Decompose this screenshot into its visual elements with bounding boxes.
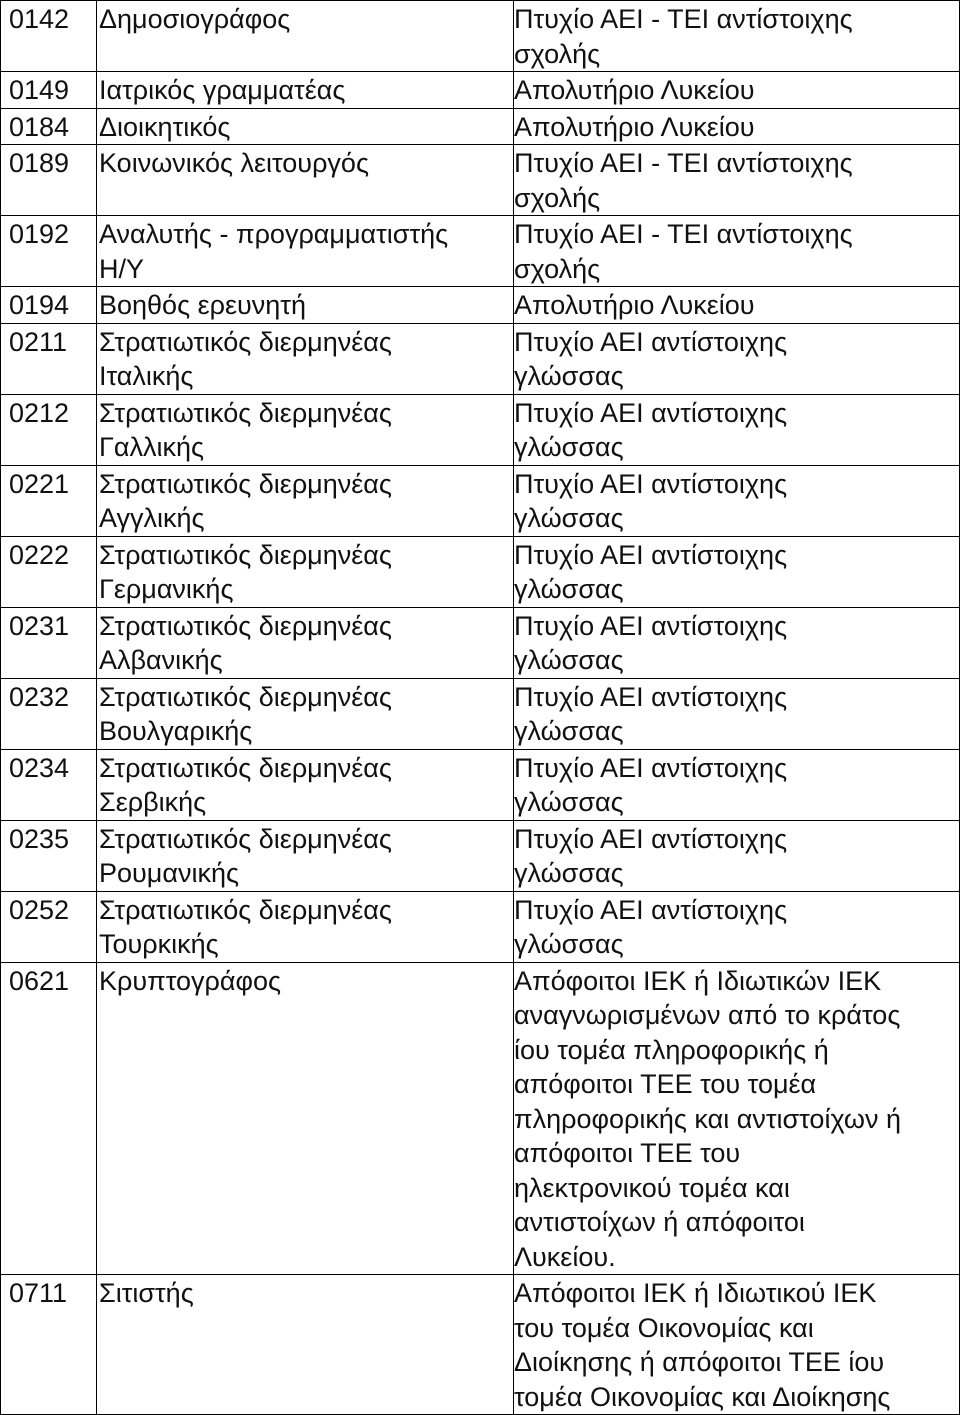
code-cell (1, 1275, 97, 1415)
table-row (1, 749, 960, 820)
table-row (1, 962, 960, 1275)
code-cell (1, 891, 97, 962)
specialty-code: 0149 (9, 75, 70, 105)
specialty-title: Κοινωνικός λειτουργός (99, 148, 369, 178)
title-cell (97, 891, 514, 962)
title-cell (97, 749, 514, 820)
specialty-code: 0252 (9, 894, 70, 925)
code-cell (1, 287, 97, 324)
code-cell (1, 607, 97, 678)
specialty-title: Στρατιωτικός διερμηνέας Ιταλικής (99, 326, 392, 391)
required-qualification: Πτυχίο ΑΕΙ αντίστοιχης γλώσσας (514, 326, 788, 391)
required-qualification: Απολυτήριο Λυκείου (514, 111, 755, 142)
specialty-title: Στρατιωτικός διερμηνέας Τουρκικής (99, 894, 392, 959)
code-cell (1, 465, 97, 536)
table-row (1, 1275, 960, 1415)
table-row (1, 287, 960, 324)
qualification-cell (514, 607, 960, 678)
specialty-code: 0211 (9, 326, 68, 357)
specialty-code: 0234 (9, 752, 70, 783)
required-qualification: Πτυχίο ΑΕΙ - ΤΕΙ αντίστοιχης σχολής (514, 219, 853, 284)
code-cell (1, 216, 97, 287)
qualification-cell (514, 216, 960, 287)
qualification-cell (514, 1275, 960, 1415)
title-cell (97, 394, 514, 465)
required-qualification: Πτυχίο ΑΕΙ - ΤΕΙ αντίστοιχης σχολής (514, 148, 853, 213)
table-row (1, 465, 960, 536)
code-cell (1, 749, 97, 820)
specialty-title: Σιτιστής (99, 1278, 194, 1308)
code-cell (1, 394, 97, 465)
required-qualification: Απόφοιτοι ΙΕΚ ή Ιδιωτικού ΙΕΚ του τομέα Οικονομίας και Διοίκησης ή απόφοιτοι ΤΕΕ ίου τομέα Οικονομίας και Διοίκησης (514, 1278, 891, 1412)
title-cell (97, 1275, 514, 1415)
table-row (1, 394, 960, 465)
specialty-code: 0194 (9, 290, 70, 320)
title-cell (97, 108, 514, 145)
table-row (1, 891, 960, 962)
title-cell (97, 216, 514, 287)
specialty-title: Βοηθός ερευνητή (99, 290, 306, 320)
qualification-cell (514, 749, 960, 820)
title-cell (97, 287, 514, 324)
code-cell (1, 820, 97, 891)
qualification-cell (514, 820, 960, 891)
code-cell (1, 145, 97, 216)
qualification-cell (514, 891, 960, 962)
table-row (1, 536, 960, 607)
required-qualification: Πτυχίο ΑΕΙ - ΤΕΙ αντίστοιχης σχολής (514, 4, 853, 69)
specialty-code: 0231 (9, 610, 70, 641)
specialty-title: Δημοσιογράφος (99, 4, 291, 34)
qualification-cell (514, 72, 960, 109)
specialty-title: Στρατιωτικός διερμηνέας Ρουμανικής (99, 823, 392, 888)
code-cell (1, 1, 97, 72)
qualification-cell (514, 962, 960, 1275)
required-qualification: Απόφοιτοι ΙΕΚ ή Ιδιωτικών ΙΕΚ αναγνωρισμένων από το κράτος ίου τομέα πληροφορικής ή απόφοιτοι ΤΕΕ του τομέα πληροφορικής και αντιστοίχων ή απόφοιτοι ΤΕΕ του ηλεκτρονικού τομέα και αντιστοίχων ή απόφοιτοι Λυκείου. (514, 965, 901, 1272)
table-row (1, 108, 960, 145)
code-cell (1, 962, 97, 1275)
table-row (1, 72, 960, 109)
required-qualification: Πτυχίο ΑΕΙ αντίστοιχης γλώσσας (514, 468, 788, 533)
code-cell (1, 72, 97, 109)
specialty-code: 0232 (9, 681, 70, 712)
qualification-cell (514, 145, 960, 216)
table-row (1, 323, 960, 394)
required-qualification: Πτυχίο ΑΕΙ αντίστοιχης γλώσσας (514, 823, 788, 888)
table-row (1, 820, 960, 891)
code-cell (1, 323, 97, 394)
specialty-code: 0184 (9, 111, 70, 142)
required-qualification: Απολυτήριο Λυκείου (514, 290, 755, 320)
specialty-title: Στρατιωτικός διερμηνέας Γερμανικής (99, 539, 392, 604)
title-cell (97, 72, 514, 109)
table-row (1, 1, 960, 72)
specialty-title: Ιατρικός γραμματέας (99, 75, 346, 105)
qualification-cell (514, 287, 960, 324)
specialty-code: 0621 (9, 965, 70, 996)
title-cell (97, 1, 514, 72)
specialty-title: Στρατιωτικός διερμηνέας Αλβανικής (99, 610, 392, 675)
qualification-cell (514, 465, 960, 536)
title-cell (97, 607, 514, 678)
required-qualification: Πτυχίο ΑΕΙ αντίστοιχης γλώσσας (514, 894, 788, 959)
title-cell (97, 820, 514, 891)
code-cell (1, 108, 97, 145)
specialty-title: Κρυπτογράφος (99, 965, 282, 996)
specialty-code: 0142 (9, 4, 70, 34)
specialty-code: 0189 (9, 148, 70, 178)
table-row (1, 216, 960, 287)
code-cell (1, 678, 97, 749)
specialty-title: Αναλυτής - προγραμματιστής Η/Υ (99, 219, 449, 284)
specialties-table-body (1, 1, 960, 1415)
table-row (1, 145, 960, 216)
specialty-title: Στρατιωτικός διερμηνέας Σερβικής (99, 752, 392, 817)
qualification-cell (514, 536, 960, 607)
required-qualification: Πτυχίο ΑΕΙ αντίστοιχης γλώσσας (514, 610, 788, 675)
qualification-cell (514, 108, 960, 145)
code-cell (1, 536, 97, 607)
specialty-code: 0235 (9, 823, 70, 854)
title-cell (97, 145, 514, 216)
required-qualification: Πτυχίο ΑΕΙ αντίστοιχης γλώσσας (514, 539, 788, 604)
table-row (1, 607, 960, 678)
qualification-cell (514, 678, 960, 749)
specialty-title: Διοικητικός (99, 111, 231, 142)
title-cell (97, 536, 514, 607)
title-cell (97, 323, 514, 394)
required-qualification: Πτυχίο ΑΕΙ αντίστοιχης γλώσσας (514, 681, 788, 746)
specialty-title: Στρατιωτικός διερμηνέας Βουλγαρικής (99, 681, 392, 746)
specialty-code: 0711 (9, 1278, 68, 1308)
specialty-code: 0221 (9, 468, 70, 499)
specialty-title: Στρατιωτικός διερμηνέας Αγγλικής (99, 468, 392, 533)
title-cell (97, 465, 514, 536)
qualification-cell (514, 323, 960, 394)
specialty-title: Στρατιωτικός διερμηνέας Γαλλικής (99, 397, 392, 462)
required-qualification: Πτυχίο ΑΕΙ αντίστοιχης γλώσσας (514, 752, 788, 817)
qualification-cell (514, 394, 960, 465)
specialty-code: 0212 (9, 397, 70, 428)
specialty-code: 0222 (9, 539, 70, 570)
qualification-cell (514, 1, 960, 72)
title-cell (97, 962, 514, 1275)
required-qualification: Πτυχίο ΑΕΙ αντίστοιχης γλώσσας (514, 397, 788, 462)
title-cell (97, 678, 514, 749)
required-qualification: Απολυτήριο Λυκείου (514, 75, 755, 105)
table-row (1, 678, 960, 749)
specialty-code: 0192 (9, 219, 70, 249)
